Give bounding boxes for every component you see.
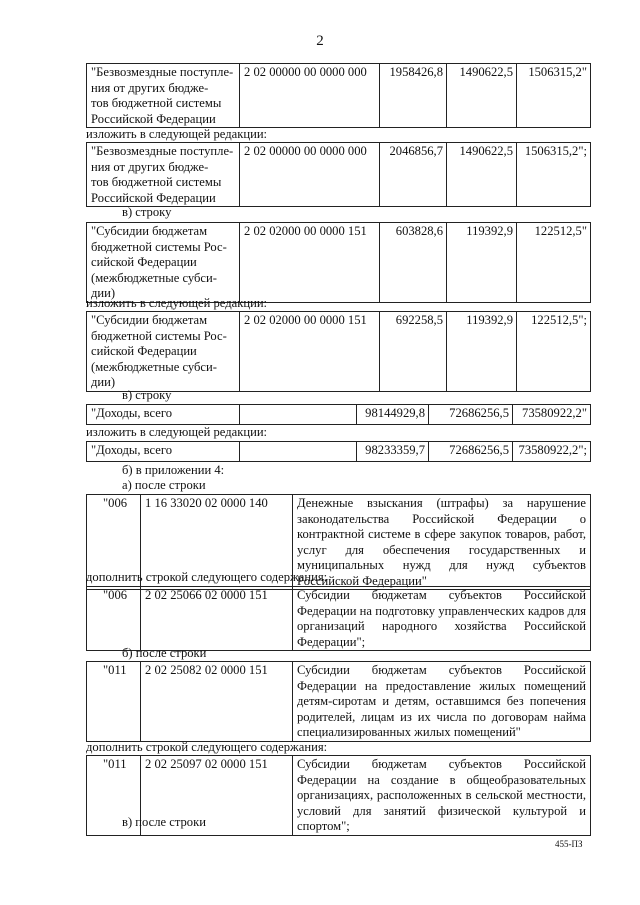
table-subsidii-old: [86, 222, 591, 303]
text-line: б) после строки: [122, 646, 207, 660]
table-006-new: [86, 586, 591, 651]
cell-code: 2 02 25097 02 0000 151: [141, 756, 293, 836]
cell-name: "Субсидии бюджетам бюджетной системы Рос- сийской Федерации (межбюджетные субси- дии): [87, 223, 240, 303]
cell-value: 1490622,5: [447, 143, 517, 207]
cell-value: 692258,5: [380, 312, 447, 392]
cell-name: "Субсидии бюджетам бюджетной системы Рос- сийской Федерации (межбюджетные субси- дии): [87, 312, 240, 392]
cell-text: Денежные взыскания (штрафы) за нарушение законодательства Российской Федерации о контрактной системе в сфере закупок товаров, работ, услуг для обеспечения государственных и муниципальных нужд для нужд субъектов Российской Федерации": [293, 495, 591, 590]
table-bezvozmezdnye-old: [86, 63, 591, 128]
cell-value: 119392,9: [447, 312, 517, 392]
text-line: в) после строки: [122, 815, 206, 829]
cell-code: 2 02 02000 00 0000 151: [240, 223, 380, 303]
cell-value: 1506315,2";: [517, 143, 591, 207]
cell-text: Субсидии бюджетам субъектов Российской Федерации на подготовку управленческих кадров для организаций народного хозяйства Российской Федерации";: [293, 587, 591, 651]
text-line: изложить в следующей редакции:: [86, 296, 268, 310]
cell-code: 2 02 25066 02 0000 151: [141, 587, 293, 651]
cell-value: 119392,9: [447, 223, 517, 303]
cell-name: "Безвозмездные поступле- ния от других бюдже- тов бюджетной системы Российской Федерации: [87, 143, 240, 207]
table-subsidii-new: [86, 311, 591, 392]
cell-code: 2 02 00000 00 0000 000: [240, 64, 380, 128]
cell-empty: [240, 442, 357, 462]
text-line: а) после строки: [122, 478, 206, 492]
text-line: в) строку: [122, 388, 172, 402]
cell-name: "Доходы, всего: [87, 442, 240, 462]
cell-value: 603828,6: [380, 223, 447, 303]
cell-value: 98144929,8: [357, 405, 429, 425]
text-line: дополнить строкой следующего содержания:: [86, 740, 328, 754]
cell-code: 2 02 02000 00 0000 151: [240, 312, 380, 392]
table-bezvozmezdnye-new: [86, 142, 591, 207]
text-line: изложить в следующей редакции:: [86, 425, 268, 439]
cell-admin: "006: [87, 495, 141, 590]
text-line: б) в приложении 4:: [122, 463, 225, 477]
cell-text: Субсидии бюджетам субъектов Российской Федерации на создание в общеобразовательных организациях, расположенных в сельской местности, условий для занятий физической культурой и спортом";: [293, 756, 591, 836]
cell-value: 1506315,2": [517, 64, 591, 128]
cell-name: "Доходы, всего: [87, 405, 240, 425]
cell-empty: [240, 405, 357, 425]
cell-code: 2 02 00000 00 0000 000: [240, 143, 380, 207]
cell-value: 73580922,2";: [513, 442, 591, 462]
cell-admin: "011: [87, 662, 141, 742]
text-line: дополнить строкой следующего содержания:: [86, 570, 328, 584]
table-dohody-old: [86, 404, 591, 425]
cell-admin: "011: [87, 756, 141, 836]
cell-value: 73580922,2": [513, 405, 591, 425]
cell-code: 1 16 33020 02 0000 140: [141, 495, 293, 590]
cell-code: 2 02 25082 02 0000 151: [141, 662, 293, 742]
cell-text: Субсидии бюджетам субъектов Российской Федерации на предоставление жилых помещений детям-сиротам и детям, оставшимся без попечения родителей, лицам из их числа по договорам найма специализированных жилых помещений": [293, 662, 591, 742]
cell-admin: "006: [87, 587, 141, 651]
cell-value: 122512,5";: [517, 312, 591, 392]
cell-value: 1490622,5: [447, 64, 517, 128]
table-dohody-new: [86, 441, 591, 462]
cell-value: 2046856,7: [380, 143, 447, 207]
cell-value: 122512,5": [517, 223, 591, 303]
cell-value: 72686256,5: [429, 442, 513, 462]
cell-value: 98233359,7: [357, 442, 429, 462]
page-number: 2: [316, 33, 324, 49]
text-line: изложить в следующей редакции:: [86, 127, 268, 141]
footer-code: 455-ПЗ: [555, 839, 583, 849]
cell-name: "Безвозмездные поступле- ния от других бюдже- тов бюджетной системы Российской Федерации: [87, 64, 240, 128]
text-line: в) строку: [122, 205, 172, 219]
cell-value: 72686256,5: [429, 405, 513, 425]
table-011-old: [86, 661, 591, 742]
cell-value: 1958426,8: [380, 64, 447, 128]
